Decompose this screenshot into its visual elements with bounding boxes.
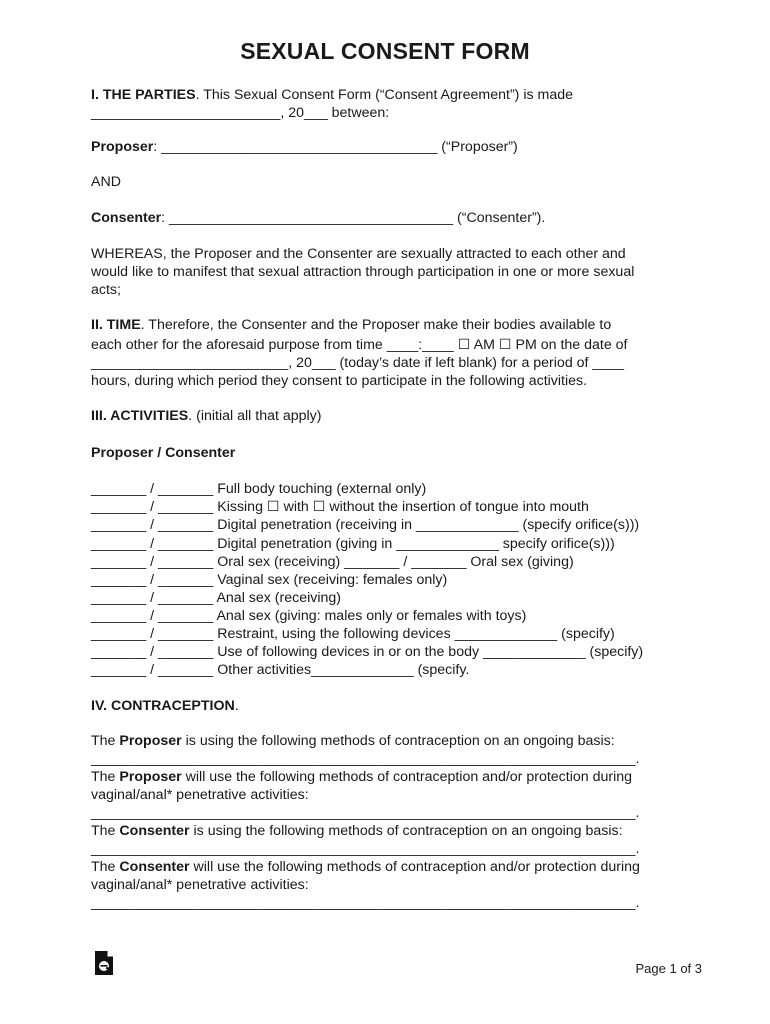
contraception-heading: IV. CONTRACEPTION: [91, 698, 235, 714]
activity-item: _______ / _______ Use of following devices in or on the body _____________ (specify): [91, 644, 644, 660]
activity-item: _______ / _______ Oral sex (receiving) _______ / _______ Oral sex (giving): [91, 554, 574, 570]
time-line-1: II. TIME. Therefore, the Consenter and the Proposer make their bodies available to: [91, 317, 612, 333]
activity-item: _______ / _______ Digital penetration (receiving in _____________ (specify orifice(s))): [91, 517, 640, 533]
blank-line: _____________________________________________________________________.: [91, 841, 640, 857]
activities-heading: III. ACTIVITIES: [91, 408, 189, 424]
proposer-line: Proposer: ___________________________________ (“Proposer”): [91, 139, 518, 155]
page-title: SEXUAL CONSENT FORM: [240, 38, 530, 64]
activity-item: _______ / _______ Anal sex (giving: males only or females with toys): [91, 608, 527, 624]
document-logo-icon: [94, 950, 114, 976]
proposer-label: Proposer: [91, 139, 154, 155]
activities-subheading: Proposer / Consenter: [91, 445, 236, 461]
time-line-2: each other for the aforesaid purpose from time ____:____ ☐ AM ☐ PM on the date of: [91, 337, 628, 353]
activity-item: _______ / _______ Full body touching (external only): [91, 481, 427, 497]
time-heading: II. TIME: [91, 317, 141, 333]
blank-line: _____________________________________________________________________.: [91, 895, 640, 911]
parties-line-1: I. THE PARTIES. This Sexual Consent Form (“Consent Agreement”) is made: [91, 87, 574, 103]
parties-heading: I. THE PARTIES: [91, 87, 196, 103]
activity-item: _______ / _______ Other activities_____________ (specify.: [91, 662, 470, 678]
consenter-will-use-line: The Consenter will use the following methods of contraception and/or protection during: [91, 859, 640, 875]
parties-section: [91, 86, 691, 122]
contraception-section: The Proposer is using the following methods of contraception on an ongoing basis: _____________________________________________________________________. The Proposer will use the following methods of contraception and/or protection during vaginal/anal* penetrative activities: _____________________________________________________________________. The Consenter is using the following methods of contraception on an ongoing basis: _____________________________________________________________________. The Consenter will use the following methods of contraception and/or protection during vaginal/anal* penetrative activities: _____________________________________________________________________.: [91, 732, 691, 912]
activity-item: _______ / _______ Restraint, using the following devices _____________ (specify): [91, 626, 615, 642]
blank-line: _____________________________________________________________________.: [91, 805, 640, 821]
contraception-heading-line: IV. CONTRACEPTION.: [91, 698, 239, 714]
time-line-3: _________________________, 20___ (today’s date if left blank) for a period of ____: [91, 355, 624, 371]
activities-heading-line: III. ACTIVITIES. (initial all that apply): [91, 408, 322, 424]
blank-line: _____________________________________________________________________.: [91, 751, 640, 767]
proposer-will-use-line: The Proposer will use the following methods of contraception and/or protection during: [91, 769, 633, 785]
activity-item: _______ / _______ Vaginal sex (receiving: females only): [91, 572, 448, 588]
consenter-label: Consenter: [91, 210, 162, 226]
whereas-paragraph: WHEREAS, the Proposer and the Consenter are sexually attracted to each other and would like to manifest that sexual attraction through participation in one or more sexual acts;: [91, 246, 635, 298]
proposer-ongoing-line: The Proposer is using the following methods of contraception on an ongoing basis:: [91, 733, 615, 749]
and-text: AND: [91, 174, 121, 190]
parties-line-2: ________________________, 20___ between:: [91, 105, 390, 121]
activity-item: _______ / _______ Kissing ☐ with ☐ without the insertion of tongue into mouth: [91, 499, 589, 515]
activity-item: _______ / _______ Digital penetration (giving in _____________ specify orifice(s))): [91, 536, 615, 552]
activity-item: _______ / _______ Anal sex (receiving): [91, 590, 342, 606]
page-number: Page 1 of 3: [635, 961, 702, 976]
time-line-4: hours, during which period they consent to participate in the following activities.: [91, 373, 588, 389]
time-section: [91, 316, 691, 390]
consenter-ongoing-line: The Consenter is using the following methods of contraception on an ongoing basis:: [91, 823, 623, 839]
consenter-line: Consenter: ____________________________________ (“Consenter”).: [91, 210, 546, 226]
